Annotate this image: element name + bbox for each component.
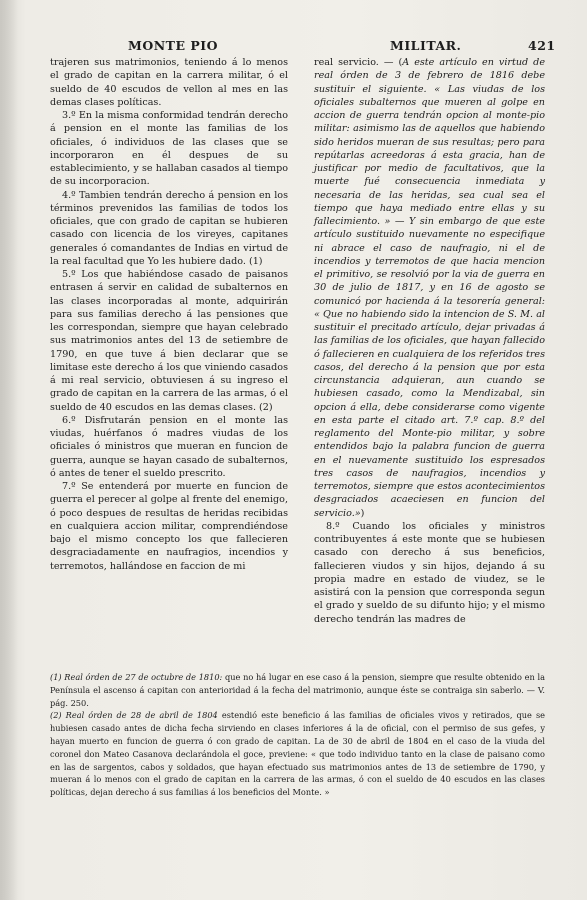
left-paragraph: 4.º Tambien tendrán derecho á pension en los términos prevenidos las familias de todos los oficiales, que con grado de capitan se hubieren casado con licencia de los vireyes, capitanes generales ó comandantes de Indias en virtud de la real facultad que Yo les hubiere dado. (1) <box>50 189 288 267</box>
text-segment: ) <box>360 507 365 519</box>
right-text-column <box>314 56 545 626</box>
left-text-column <box>50 56 288 573</box>
footnote-reference: (1) Real órden de 27 de octubre de 1810: <box>50 672 223 682</box>
page-number: 421 <box>528 38 556 53</box>
page-gutter-shadow <box>0 0 18 900</box>
header-title-right: MILITAR. <box>390 38 462 53</box>
right-paragraph <box>314 56 545 520</box>
footnote-text: que no há lugar en ese caso á la pension, siempre que resulte obtenido en la Península el ascenso á capitan con anterioridad á la fecha del matrimonio, aunque éste se contraiga sin saberlo. — V. pág. 250. <box>50 672 545 708</box>
header-title-left: MONTE PIO <box>128 38 218 53</box>
footnote <box>50 709 545 799</box>
text-segment: 8.º Cuando los oficiales y ministros contribuyentes á este monte que se hubiesen casado con derecho á sus beneficios, fallecieren viudos y sin hijos, dejando á su propia madre en estado de viudez, se le asistirá con la pension que corresponda segun el grado y sueldo de su difunto hijo; y el mismo derecho tendrán las madres de <box>314 520 545 625</box>
left-paragraph: 3.º En la misma conformidad tendrán derecho á pension en el monte las familias de los oficiales, ó individuos de las clases que se incorporaron en él despues de su establecimiento, y se hallaban casados al tiempo de su incorporacion. <box>50 110 288 188</box>
footnotes <box>50 671 545 799</box>
left-paragraph: 5.º Los que habiéndose casado de paisanos entrasen á servir en calidad de subalternos en las clases incorporadas al monte, adquirirán para sus familias derecho á las pensiones que les correspondan, siempre que hayan celebrado sus matrimonios antes del 13 de setiembre de 1790, en que tuve á bien declarar que se limitase este derecho á los que viniendo casados á mi real servicio, obtuviesen á su ingreso el grado de capitan en la carrera de las armas, ó el sueldo de 40 escudos en las demas clases. (2) <box>50 269 288 413</box>
right-paragraph <box>314 520 545 626</box>
footnote <box>50 671 545 709</box>
left-paragraph: trajeren sus matrimonios, teniendo á lo menos el grado de capitan en la carrera militar, ó el sueldo de 40 escudos de vellon al mes en las demas clases políticas. <box>50 57 288 108</box>
text-segment: real servicio. — ( <box>314 57 403 68</box>
footnote-reference: (2) Real órden de 28 de abril de 1804 <box>50 710 218 721</box>
left-paragraph: 6.º Disfrutarán pension en el monte las viudas, huérfanos ó madres viudas de los oficiales ó ministros que mueran en funcion de guerra, aunque se hayan casado de subalternos, ó antes de tener el sueldo prescrito. <box>50 414 288 479</box>
footnote-text: estendió este beneficio á las familias de oficiales vivos y retirados, que se hubiesen casado antes de dicha fecha sirviendo en clases inferiores á la de oficial, con el permiso de sus gefes, y hayan muerto en funcion de guerra ó con grado de capitan. La de 30 de abril de 1804 en el caso de la viuda del coronel don Mateo Casanova declarándola el goce, previene: « que todo individuo tanto en la clase de paisano como en las de sargentos, cabos y soldados, que hayan efectuado sus matrimonios antes de 13 de setiembre de 1790, y mueran á lo menos con el grado de capitan en la carrera de las armas, ó con el sueldo de 40 escudos en las clases políticas, dejan derecho á sus familias á los beneficios del Monte. » <box>50 710 545 798</box>
running-header <box>0 38 587 56</box>
left-paragraph: 7.º Se entenderá por muerte en funcion de guerra el perecer al golpe al frente del enemigo, ó poco despues de resultas de heridas recibidas en cualquiera accion militar, comprendiéndose bajo el mismo concepto los que fallecieren desgraciadamente en naufragios, incendios y terremotos, hallándose en faccion de mi <box>50 481 288 572</box>
italic-text: A este artículo en virtud de real órden de 3 de febrero de 1816 debe sustituir el siguiente. « Las viudas de los oficiales subalternos que mueren al golpe en accion de guerra tendrán opcion al monte-pio militar: asimismo las de aquellos que habiendo sido heridos mueran de sus resultas; pero para repútarlas acreedoras á esta gracia, han de justificar por medio de facultativos, que la muerte fué consecuencia inmediata y necesaria de las heridas, sea cual sea el tiempo que haya mediado entre ellas y su fallecimiento. » — Y sin embargo de que este artículo sustituido nuevamente no especifique ni abrace el caso de naufragio, ni el de incendios y terremotos de que hacia mencion el primitivo, se resolvió por la via de guerra en 30 de julio de 1817, y en 16 de agosto se comunicó por hacienda á la tesorería general: « Que no habiendo sido la intencion de S. M. al sustituir el precitado artículo, dejar privadas á las familias de los oficiales, que hayan fallecido ó fallecieren en cualquiera de los referidos tres casos, del derecho á la pension que por esta circunstancia adquieran, aun cuando se hubiesen casado, como la Mendizabal, sin opcion á ella, debe considerarse como vigente en esta parte el citado art. 7.º cap. 8.º del reglamento del Monte-pio militar, y sobre entendidos bajo la palabra funcion de guerra en el nuevamente sustituido los espresados tres casos de naufragios, incendios y terremotos, siempre que estos acontecimientos desgraciados acaeciesen en funcion del servicio.» <box>314 57 545 519</box>
